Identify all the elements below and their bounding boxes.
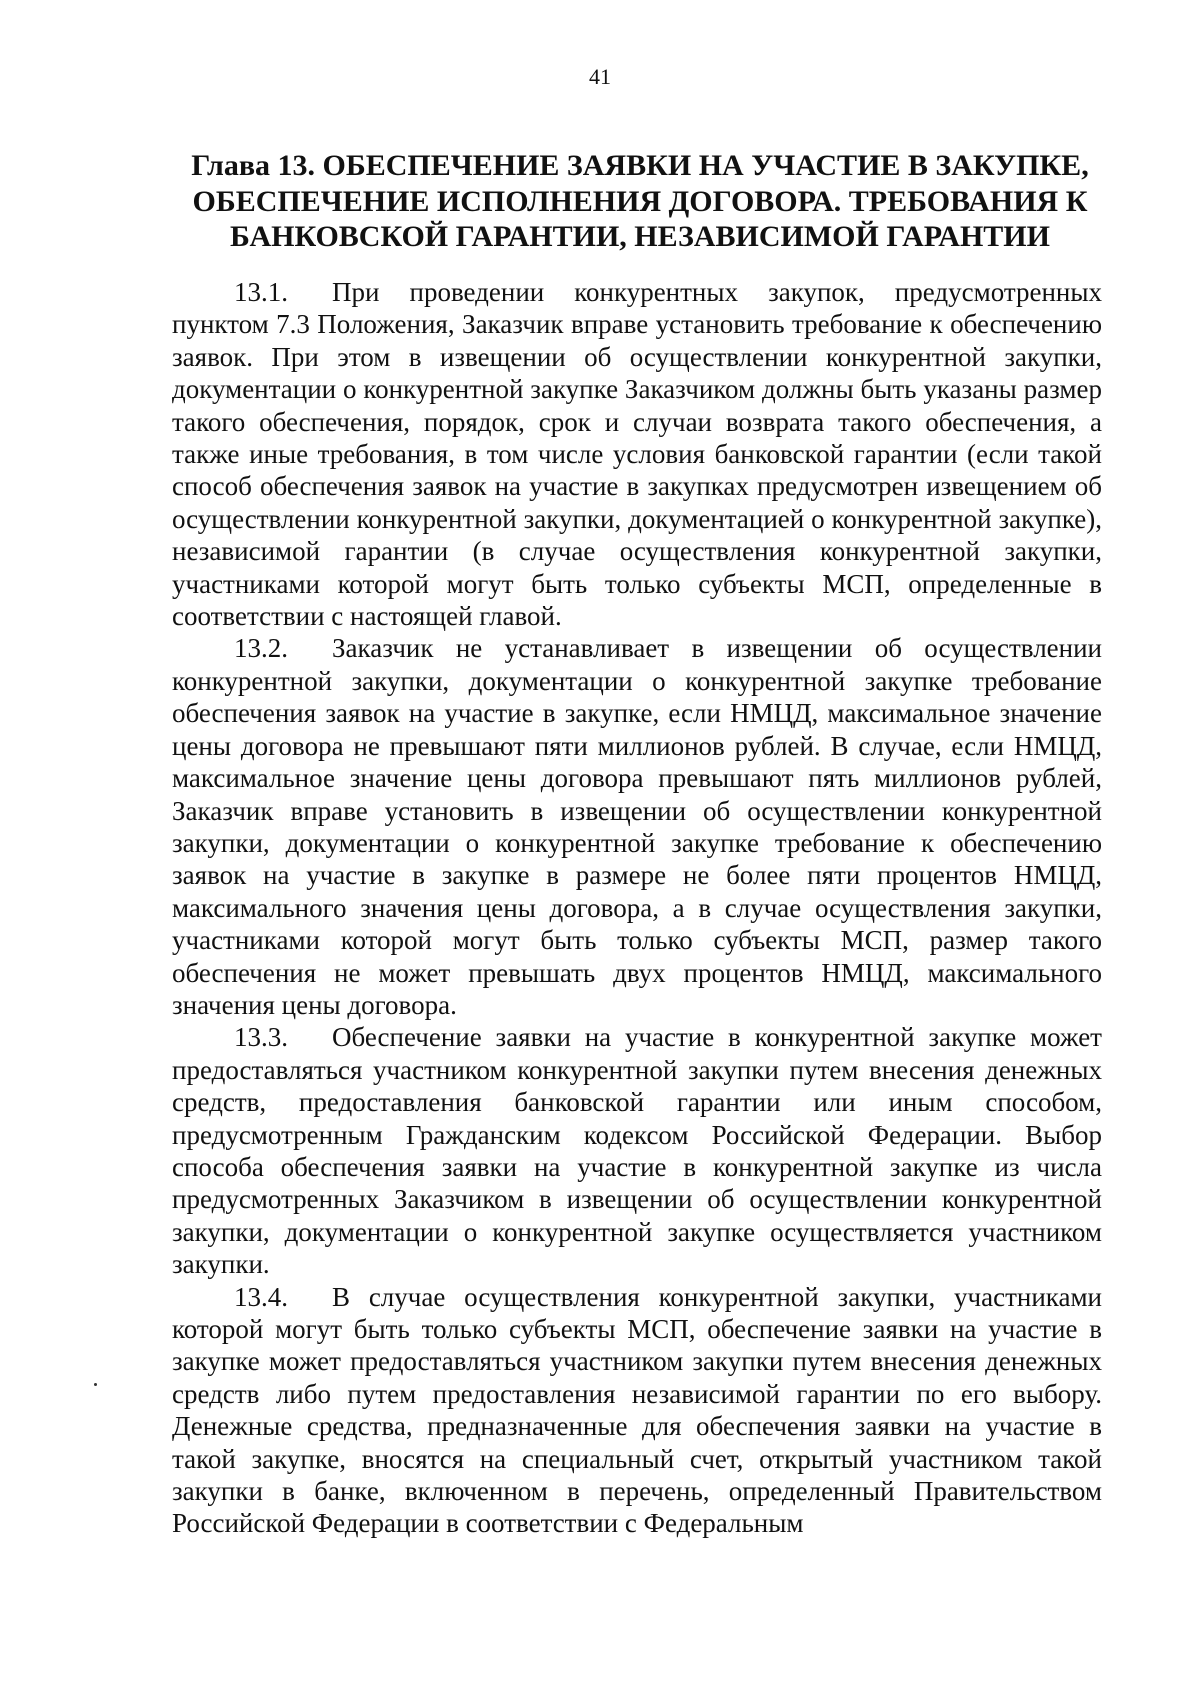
paragraph-number: 13.1.	[234, 277, 288, 307]
chapter-title: Глава 13. ОБЕСПЕЧЕНИЕ ЗАЯВКИ НА УЧАСТИЕ В ЗАКУПКЕ, ОБЕСПЕЧЕНИЕ ИСПОЛНЕНИЯ ДОГОВОРА. ТРЕБОВАНИЯ К БАНКОВСКОЙ ГАРАНТИИ, НЕЗАВИСИМОЙ ГАРАНТИИ	[191, 149, 1089, 253]
body-text	[172, 276, 1102, 1540]
paragraph-13-4	[172, 1281, 1102, 1540]
scan-speck	[94, 1383, 97, 1386]
paragraph-text: При проведении конкурентных закупок, предусмотренных пунктом 7.3 Положения, Заказчик вправе установить требование к обеспечению заявок. При этом в извещении об осуществлении конкурентной закупки, документации о конкурентной закупке Заказчиком должны быть указаны размер такого обеспечения, порядок, срок и случаи возврата такого обеспечения, а также иные требования, в том числе условия банковской гарантии (если такой способ обеспечения заявок на участие в закупках предусмотрен извещением об осуществлении конкурентной закупки, документацией о конкурентной закупке), независимой гарантии (в случае осуществления конкурентной закупки, участниками которой могут быть только субъекты МСП, определенные в соответствии с настоящей главой.	[172, 277, 1102, 632]
paragraph-text: Заказчик не устанавливает в извещении об осуществлении конкурентной закупки, документации о конкурентной закупке требование обеспечения заявок на участие в закупке, если НМЦД, максимальное значение цены договора не превышают пяти миллионов рублей. В случае, если НМЦД, максимальное значение цены договора превышают пять миллионов рублей, Заказчик вправе установить в извещении об осуществлении конкурентной закупки, документации о конкурентной закупке требование к обеспечению заявок на участие в закупке в размере не более пяти процентов НМЦД, максимального значения цены договора, а в случае осуществления закупки, участниками которой могут быть только субъекты МСП, размер такого обеспечения не может превышать двух процентов НМЦД, максимального значения цены договора.	[172, 633, 1102, 1020]
paragraph-text: В случае осуществления конкурентной закупки, участниками которой могут быть только субъекты МСП, обеспечение заявки на участие в закупке может предоставляться участником закупки путем внесения денежных средств либо путем предоставления независимой гарантии по его выбору. Денежные средства, предназначенные для обеспечения заявки на участие в такой закупке, вносятся на специальный счет, открытый участником такой закупки в банке, включенном в перечень, определенный Правительством Российской Федерации в соответствии с Федеральным	[172, 1281, 1102, 1539]
paragraph-13-1	[172, 276, 1102, 632]
paragraph-13-3	[172, 1021, 1102, 1280]
paragraph-text: Обеспечение заявки на участие в конкурентной закупке может предоставляться участником конкурентной закупки путем внесения денежных средств, предоставления банковской гарантии или иным способом, предусмотренным Гражданским кодексом Российской Федерации. Выбор способа обеспечения заявки на участие в конкурентной закупке из числа предусмотренных Заказчиком в извещении об осуществлении конкурентной закупки, документации о конкурентной закупке осуществляется участником закупки.	[172, 1022, 1102, 1280]
paragraph-number: 13.3.	[234, 1022, 288, 1053]
paragraph-number: 13.4.	[234, 1281, 288, 1312]
paragraph-13-2	[172, 632, 1102, 1021]
page-number: 41	[589, 64, 611, 89]
paragraph-number: 13.2.	[234, 633, 288, 664]
